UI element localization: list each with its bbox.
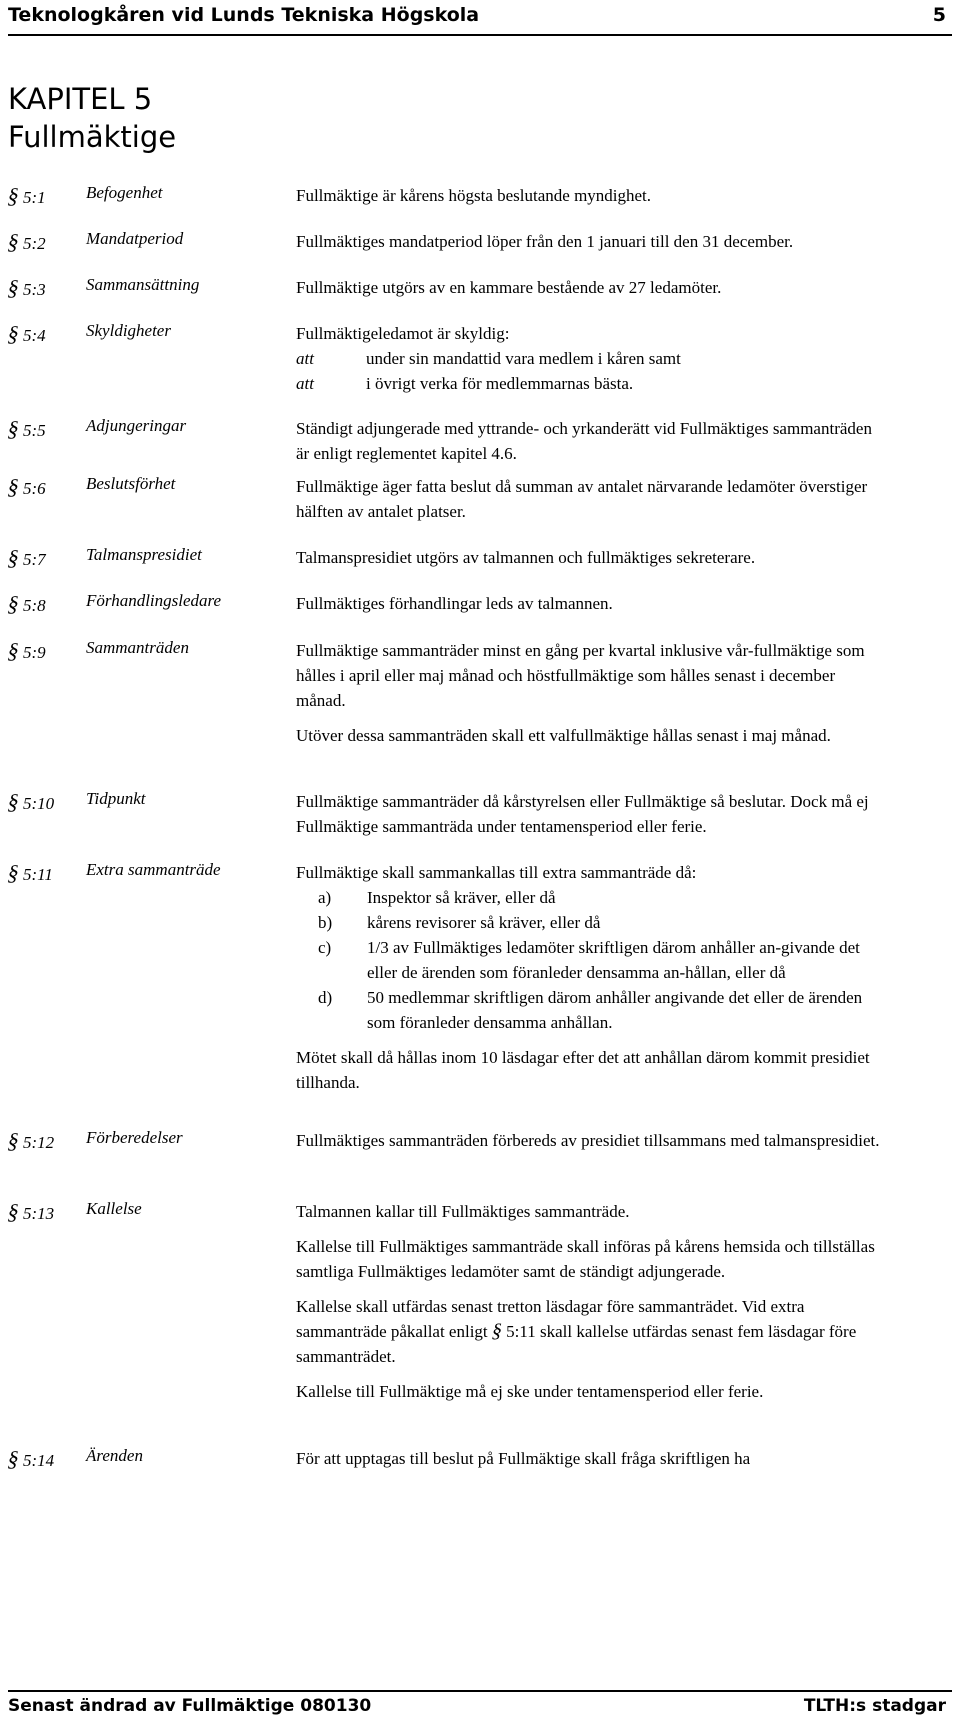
paragraph: Mötet skall då hållas inom 10 läsdagar efter det att anhållan därom kommit presidiet tillhanda. — [296, 1048, 870, 1092]
section-reference: § 5:11 — [489, 1320, 536, 1342]
section-sign-icon: § — [5, 789, 22, 814]
paragraph: Kallelse till Fullmäktiges sammanträde skall införas på kårens hemsida och tillställas samtliga Fullmäktiges ledamöter samt de ständigt adjungerade. — [296, 1237, 875, 1281]
section-sign-icon: § — [5, 1446, 22, 1471]
section-text — [296, 1199, 881, 1404]
document-title: Teknologkåren vid Lunds Tekniska Högskola — [8, 4, 480, 26]
section-heading: Beslutsförhet — [86, 474, 176, 493]
section-number: §5:11 — [5, 860, 53, 885]
section-number: §5:14 — [5, 1446, 55, 1471]
paragraph: Fullmäktige skall sammankallas till extra sammanträde då: — [296, 863, 697, 882]
page-footer — [8, 1690, 952, 1721]
list-item: b) kårens revisorer så kräver, eller då — [318, 913, 601, 932]
paragraph: Kallelse till Fullmäktige må ej ske under tentamensperiod eller ferie. — [296, 1382, 764, 1401]
section-heading: Ärenden — [86, 1446, 143, 1465]
section-number: §5:5 — [5, 416, 46, 441]
section-heading: Förhandlingsledare — [86, 591, 222, 610]
section-sign-icon: § — [5, 321, 22, 346]
section-heading: Skyldigheter — [86, 321, 171, 340]
paragraph: Talmannen kallar till Fullmäktiges sammanträde. — [296, 1202, 630, 1221]
section-heading: Talmanspresidiet — [86, 545, 202, 564]
section-heading: Befogenhet — [86, 183, 163, 202]
section-number: §5:4 — [5, 321, 46, 346]
section-sign-icon: § — [5, 545, 22, 570]
section-heading: Tidpunkt — [86, 789, 146, 808]
obligation-intro: Fullmäktigeledamot är skyldig: — [296, 324, 510, 343]
section-sign-icon: § — [5, 474, 22, 499]
section-sign-icon: § — [5, 1199, 22, 1224]
section-sign-icon: § — [5, 1128, 22, 1153]
obligation-item: att under sin mandattid vara medlem i kåren samt — [296, 349, 681, 368]
section-number: §5:12 — [5, 1128, 55, 1153]
section-text: Fullmäktige utgörs av en kammare bestående av 27 ledamöter. — [296, 278, 722, 297]
list-item: a) Inspektor så kräver, eller då — [318, 888, 556, 907]
section-number: §5:6 — [5, 474, 46, 499]
section-number: §5:8 — [5, 591, 46, 616]
chapter-name: Fullmäktige — [8, 120, 177, 154]
section-text — [296, 860, 881, 1095]
section-sign-icon: § — [5, 591, 22, 616]
section-text: För att upptagas till beslut på Fullmäktige skall fråga skriftligen ha — [296, 1449, 751, 1468]
section-text: Fullmäktige äger fatta beslut då summan av antalet närvarande ledamöter överstiger hälften av antalet platser. — [296, 477, 868, 521]
section-text: Fullmäktige är kårens högsta beslutande myndighet. — [296, 186, 652, 205]
section-heading: Förberedelser — [86, 1128, 183, 1147]
section-number: §5:10 — [5, 789, 55, 814]
list-item: d) 50 medlemmar skriftligen därom anhåller angivande det eller de ärenden som föranleder densamma anhållan. — [318, 988, 863, 1032]
section-text: Fullmäktiges mandatperiod löper från den 1 januari till den 31 december. — [296, 232, 794, 251]
section-number: §5:2 — [5, 229, 46, 254]
section-sign-icon: § — [5, 638, 22, 663]
section-heading: Kallelse — [86, 1199, 142, 1218]
section-text: Fullmäktiges sammanträden förbereds av presidiet tillsammans med talmanspresidiet. — [296, 1131, 880, 1150]
footer-document-name: TLTH:s stadgar — [803, 1696, 946, 1716]
list-item: c) 1/3 av Fullmäktiges ledamöter skriftligen därom anhåller an-givande det eller de ärenden som föranleder densamma an-hållan, eller då — [318, 938, 860, 982]
paragraph: Fullmäktige sammanträder minst en gång per kvartal inklusive vår-fullmäktige som hålles i april eller maj månad och höstfullmäktige som hålles senast i december månad. — [296, 641, 865, 710]
section-heading: Extra sammanträde — [86, 860, 221, 879]
section-sign-icon: § — [5, 416, 22, 441]
section-text — [296, 321, 881, 396]
section-heading: Adjungeringar — [86, 416, 187, 435]
section-sign-icon: § — [5, 229, 22, 254]
page-number: 5 — [932, 4, 946, 26]
section-text: Talmanspresidiet utgörs av talmannen och fullmäktiges sekreterare. — [296, 548, 756, 567]
section-text: Ständigt adjungerade med yttrande- och yrkanderätt vid Fullmäktiges sammanträden är enligt reglementet kapitel 4.6. — [296, 419, 872, 463]
section-sign-icon: § — [5, 183, 22, 208]
section-sign-icon: § — [5, 275, 22, 300]
section-text — [296, 638, 881, 748]
page-header — [8, 0, 952, 36]
section-heading: Mandatperiod — [86, 229, 184, 248]
footer-last-modified: Senast ändrad av Fullmäktige 080130 — [8, 1696, 372, 1716]
section-text: Fullmäktiges förhandlingar leds av talmannen. — [296, 594, 613, 613]
section-number: §5:9 — [5, 638, 46, 663]
chapter-heading — [8, 80, 176, 156]
section-heading: Sammansättning — [86, 275, 200, 294]
paragraph: Kallelse skall utfärdas senast tretton läsdagar före sammanträdet. Vid extra sammanträde påkallat enligt § 5:11 skall kallelse utfärdas senast fem läsdagar före sammanträdet. — [296, 1297, 857, 1366]
section-number: §5:3 — [5, 275, 46, 300]
section-heading: Sammanträden — [86, 638, 189, 657]
section-sign-icon: § — [5, 860, 22, 885]
section-sign-icon: § — [489, 1320, 505, 1342]
section-text: Fullmäktige sammanträder då kårstyrelsen eller Fullmäktige så beslutar. Dock må ej Fullmäktige sammanträda under tentamensperiod eller ferie. — [296, 792, 869, 836]
paragraph: Utöver dessa sammanträden skall ett valfullmäktige hållas senast i maj månad. — [296, 726, 831, 745]
obligation-item: att i övrigt verka för medlemmarnas bästa. — [296, 374, 634, 393]
section-number: §5:7 — [5, 545, 46, 570]
section-number: §5:13 — [5, 1199, 55, 1224]
section-number: §5:1 — [5, 183, 46, 208]
chapter-label: KAPITEL 5 — [8, 82, 153, 116]
